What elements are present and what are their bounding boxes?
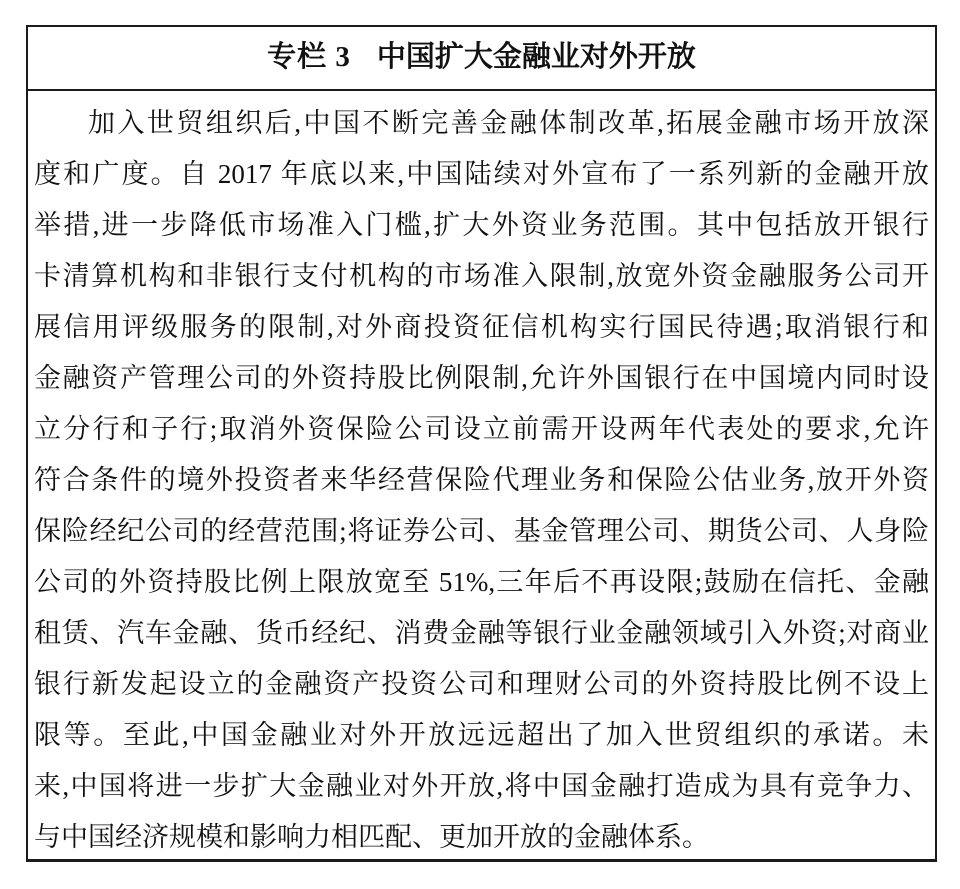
body-line: 度和广度。自 2017 年底以来,中国陆续对外宣布了一系列新的金融开放 <box>34 159 929 189</box>
body-line: 金融资产管理公司的外资持股比例限制,允许外国银行在中国境内同时设 <box>34 363 929 393</box>
body-line: 银行新发起设立的金融资产投资公司和理财公司的外资持股比例不设上 <box>34 669 929 699</box>
box-body <box>28 91 935 863</box>
body-line: 展信用评级服务的限制,对外商投资征信机构实行国民待遇;取消银行和 <box>34 312 929 342</box>
column-box <box>26 25 937 862</box>
box-title-row <box>28 27 935 91</box>
body-line: 公司的外资持股比例上限放宽至 51%,三年后不再设限;鼓励在信托、金融 <box>34 567 929 597</box>
body-line: 符合条件的境外投资者来华经营保险代理业务和保险公估业务,放开外资 <box>34 465 929 495</box>
box-title-text: 中国扩大金融业对外开放 <box>376 41 696 73</box>
box-label: 专栏 3 <box>267 41 351 73</box>
body-line: 保险经纪公司的经营范围;将证券公司、基金管理公司、期货公司、人身险 <box>34 516 929 546</box>
body-line: 卡清算机构和非银行支付机构的市场准入限制,放宽外资金融服务公司开 <box>34 261 929 291</box>
body-line: 来,中国将进一步扩大金融业对外开放,将中国金融打造成为具有竞争力、 <box>34 771 929 801</box>
body-line: 租赁、汽车金融、货币经纪、消费金融等银行业金融领域引入外资;对商业 <box>34 618 929 648</box>
body-line: 加入世贸组织后,中国不断完善金融体制改革,拓展金融市场开放深 <box>88 108 929 138</box>
body-line: 限等。至此,中国金融业对外开放远远超出了加入世贸组织的承诺。未 <box>34 720 929 750</box>
body-line: 立分行和子行;取消外资保险公司设立前需开设两年代表处的要求,允许 <box>34 414 929 444</box>
body-line: 与中国经济规模和影响力相匹配、更加开放的金融体系。 <box>34 822 709 852</box>
body-line: 举措,进一步降低市场准入门槛,扩大外资业务范围。其中包括放开银行 <box>34 210 929 240</box>
